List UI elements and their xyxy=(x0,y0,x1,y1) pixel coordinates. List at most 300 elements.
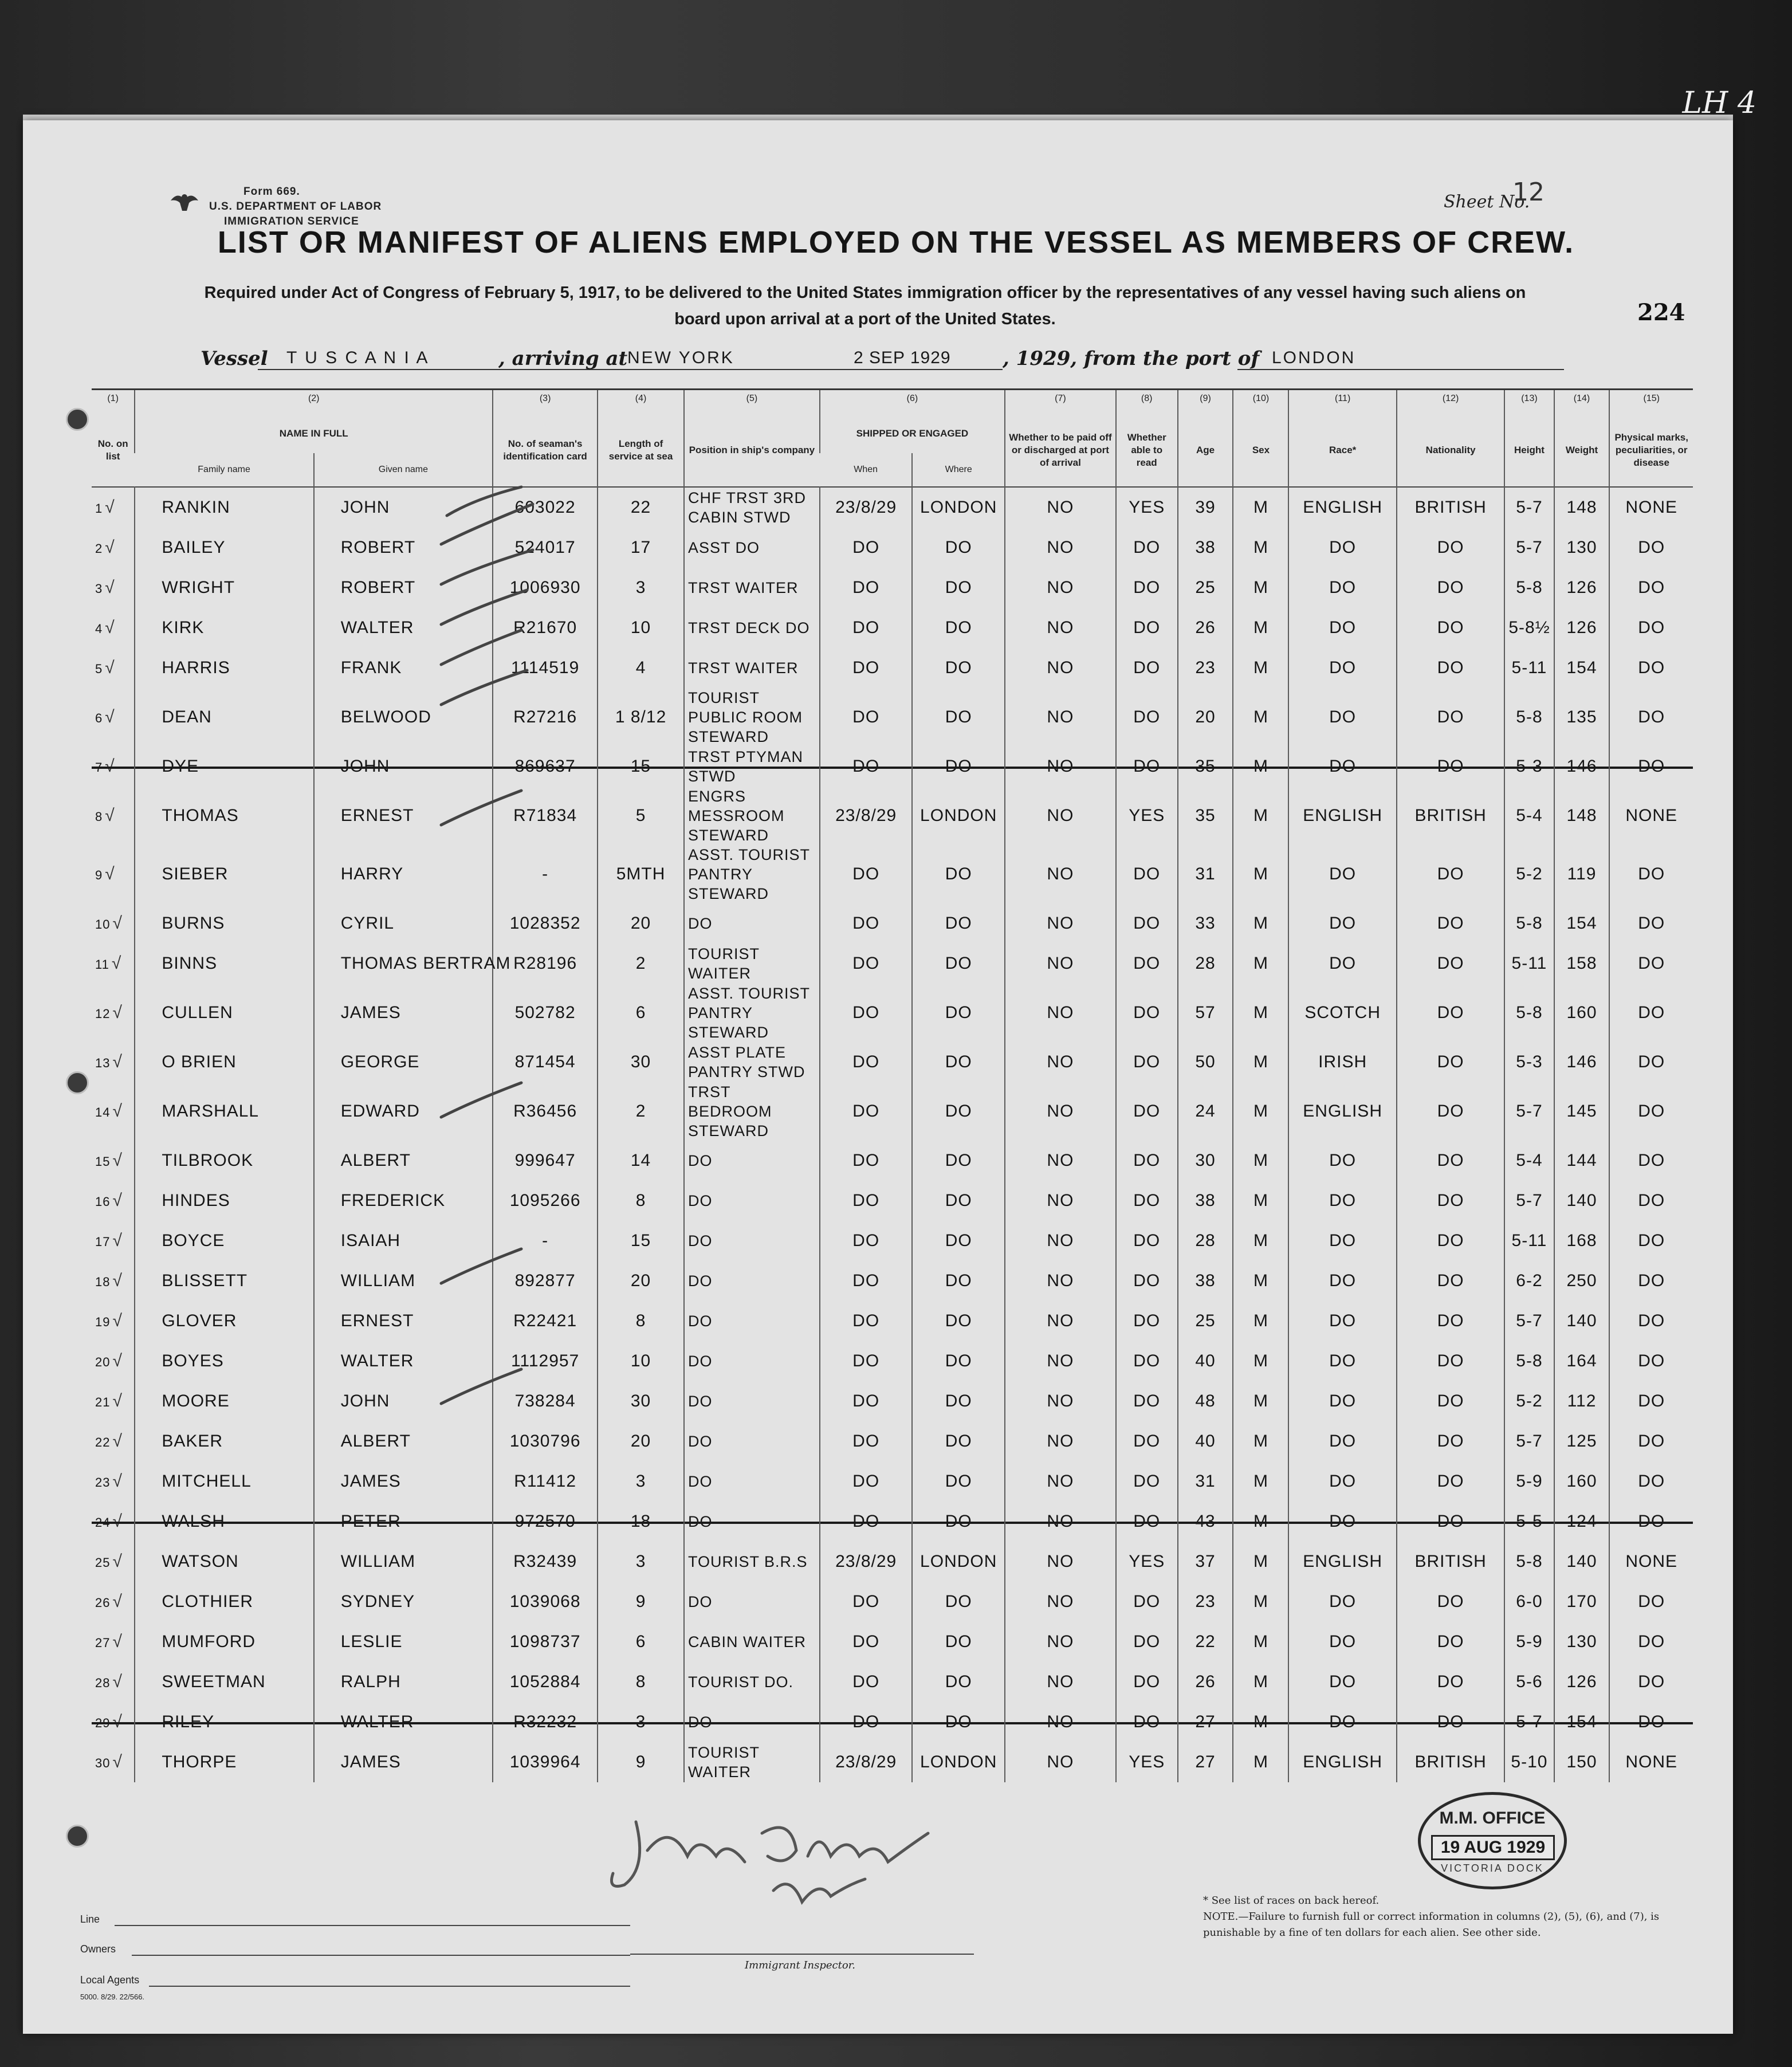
cell-row-number: 1 √ xyxy=(95,498,115,517)
cell-id-card-number: 972570 xyxy=(493,1502,598,1542)
cell-height: 5-8 xyxy=(1504,1341,1554,1381)
table-row xyxy=(92,1742,1693,1782)
cell-shipped-when: DO xyxy=(820,746,913,787)
cell-shipped-where: DO xyxy=(912,944,1005,984)
cell-row-number: 12 √ xyxy=(95,1003,123,1022)
col-no-on-list: No. on list xyxy=(97,438,128,462)
cell-height: 5-5 xyxy=(1504,1502,1554,1542)
cell-given-name: WILLIAM xyxy=(314,1542,493,1582)
cell-physical-marks: DO xyxy=(1609,1221,1693,1261)
cell-able-to-read: DO xyxy=(1116,1622,1178,1662)
cell-weight: 168 xyxy=(1554,1221,1610,1261)
cell-family-name: WALSH xyxy=(135,1502,313,1542)
cell-id-card-number: 502782 xyxy=(493,984,598,1042)
stamp-place: VICTORIA DOCK xyxy=(1441,1862,1544,1874)
cell-race: DO xyxy=(1288,1181,1396,1221)
cell-age: 35 xyxy=(1178,787,1233,845)
cell-shipped-where: DO xyxy=(912,1181,1005,1221)
cell-weight: 148 xyxy=(1554,487,1610,528)
table-row xyxy=(92,1341,1693,1381)
cell-row-number: 4 √ xyxy=(95,618,115,637)
table-row xyxy=(92,688,1693,746)
cell-id-card-number: 892877 xyxy=(493,1261,598,1301)
cell-service-length: 10 xyxy=(598,1341,684,1381)
check-mark-icon: √ xyxy=(105,708,115,726)
cell-shipped-where: DO xyxy=(912,1421,1005,1461)
table-row xyxy=(92,1542,1693,1582)
table-row xyxy=(92,1221,1693,1261)
cell-sex: M xyxy=(1233,1341,1288,1381)
cell-position: DO xyxy=(684,1702,820,1742)
table-row xyxy=(92,1141,1693,1181)
col-num: (8) xyxy=(1116,390,1178,415)
cell-service-length: 14 xyxy=(598,1141,684,1181)
cell-family-name: WRIGHT xyxy=(135,568,313,608)
cell-able-to-read: DO xyxy=(1116,648,1178,688)
cell-service-length: 20 xyxy=(598,1421,684,1461)
cell-physical-marks: DO xyxy=(1609,648,1693,688)
cell-position: TOURIST B.R.S xyxy=(684,1542,820,1582)
footnote-fine: NOTE.—Failure to furnish full or correct information in columns (2), (5), (6), and (7), is punishable by a fine of ten dollars for each alien. See other side. xyxy=(1203,1911,1660,1939)
cell-physical-marks: DO xyxy=(1609,1702,1693,1742)
cell-height: 5-4 xyxy=(1504,1141,1554,1181)
cell-shipped-where: LONDON xyxy=(912,1742,1005,1782)
cell-paid-off: NO xyxy=(1005,845,1116,903)
cell-paid-off: NO xyxy=(1005,487,1116,528)
cell-paid-off: NO xyxy=(1005,648,1116,688)
table-row xyxy=(92,1502,1693,1542)
cell-able-to-read: DO xyxy=(1116,1461,1178,1502)
cell-family-name: KIRK xyxy=(135,608,313,648)
cell-weight: 130 xyxy=(1554,528,1610,568)
cell-nationality: DO xyxy=(1397,1261,1504,1301)
cell-physical-marks: DO xyxy=(1609,1341,1693,1381)
cell-race: DO xyxy=(1288,528,1396,568)
cell-row-number: 26 √ xyxy=(95,1592,123,1611)
cell-shipped-where: DO xyxy=(912,1082,1005,1141)
cell-given-name: JAMES xyxy=(314,1742,493,1782)
col-weight: Weight xyxy=(1554,414,1610,487)
cell-race: DO xyxy=(1288,1341,1396,1381)
cell-paid-off: NO xyxy=(1005,1381,1116,1421)
cell-shipped-where: DO xyxy=(912,608,1005,648)
cell-family-name: MUMFORD xyxy=(135,1622,313,1662)
col-sex: Sex xyxy=(1233,414,1288,487)
cell-family-name: MARSHALL xyxy=(135,1082,313,1141)
cell-weight: 119 xyxy=(1554,845,1610,903)
cell-row-number: 7 √ xyxy=(92,746,135,787)
cell-service-length: 18 xyxy=(598,1502,684,1542)
col-id-card: No. of seaman's identification card xyxy=(493,414,598,487)
table-row xyxy=(92,944,1693,984)
col-able-read: Whether able to read xyxy=(1116,414,1178,487)
col-position: Position in ship's company xyxy=(684,414,820,487)
col-nationality: Nationality xyxy=(1397,414,1504,487)
cell-paid-off: NO xyxy=(1005,1622,1116,1662)
cell-race: ENGLISH xyxy=(1288,1082,1396,1141)
cell-row-number: 18 √ xyxy=(95,1271,123,1290)
punch-hole xyxy=(66,408,89,431)
crew-manifest-table xyxy=(92,388,1693,1782)
cell-race: ENGLISH xyxy=(1288,1542,1396,1582)
cell-nationality: DO xyxy=(1397,1341,1504,1381)
cell-paid-off: NO xyxy=(1005,1221,1116,1261)
cell-weight: 170 xyxy=(1554,1582,1610,1622)
cell-shipped-when: DO xyxy=(820,1082,913,1141)
cell-position: TOURIST PUBLIC ROOM STEWARD xyxy=(684,688,820,746)
cell-row-number: 8 √ xyxy=(95,806,115,825)
cell-row-number: 16 √ xyxy=(95,1191,123,1210)
cell-height: 5-11 xyxy=(1504,648,1554,688)
cell-id-card-number: - xyxy=(493,1221,598,1261)
cell-shipped-where: DO xyxy=(912,746,1005,787)
cell-race: DO xyxy=(1288,568,1396,608)
cell-shipped-when: DO xyxy=(820,1461,913,1502)
cell-height: 5-8 xyxy=(1504,984,1554,1042)
from-port: LONDON xyxy=(1272,348,1356,367)
cell-race: IRISH xyxy=(1288,1042,1396,1082)
cell-service-length: 15 xyxy=(598,1221,684,1261)
cell-id-card-number: R21670 xyxy=(493,608,598,648)
cell-able-to-read: DO xyxy=(1116,1221,1178,1261)
cell-age: 26 xyxy=(1178,1662,1233,1702)
cell-height: 5-3 xyxy=(1504,1042,1554,1082)
cell-service-length: 8 xyxy=(598,1181,684,1221)
cell-height: 6-0 xyxy=(1504,1582,1554,1622)
cell-family-name: CLOTHIER xyxy=(135,1582,313,1622)
cell-family-name: THORPE xyxy=(135,1742,313,1782)
cell-row-number: 2 √ xyxy=(95,538,115,557)
cell-paid-off: NO xyxy=(1005,568,1116,608)
cell-nationality: DO xyxy=(1397,1461,1504,1502)
cell-position: ASST. TOURIST PANTRY STEWARD xyxy=(684,845,820,903)
cell-position: TOURIST WAITER xyxy=(684,1742,820,1782)
cell-shipped-when: DO xyxy=(820,944,913,984)
col-num: (6) xyxy=(820,390,1005,415)
cell-physical-marks: DO xyxy=(1609,1421,1693,1461)
cell-shipped-where: DO xyxy=(912,1582,1005,1622)
cell-height: 5-10 xyxy=(1504,1742,1554,1782)
cell-shipped-when: DO xyxy=(820,1502,913,1542)
cell-able-to-read: DO xyxy=(1116,1082,1178,1141)
cell-position: TOURIST WAITER xyxy=(684,944,820,984)
check-mark-icon: √ xyxy=(105,757,115,776)
cell-able-to-read: DO xyxy=(1116,1702,1178,1742)
cell-weight: 160 xyxy=(1554,1461,1610,1502)
col-physical-marks: Physical marks, peculiarities, or disease xyxy=(1609,414,1693,487)
cell-physical-marks: DO xyxy=(1609,688,1693,746)
cell-race: DO xyxy=(1288,1702,1396,1742)
cell-service-length: 3 xyxy=(598,1702,684,1742)
cell-race: DO xyxy=(1288,1301,1396,1341)
cell-age: 35 xyxy=(1178,746,1233,787)
cell-family-name: RILEY xyxy=(135,1702,313,1742)
cell-height: 5-2 xyxy=(1504,845,1554,903)
cell-position: TRST BEDROOM STEWARD xyxy=(684,1082,820,1141)
cell-service-length: 3 xyxy=(598,1461,684,1502)
cell-sex: M xyxy=(1233,944,1288,984)
cell-row-number: 30 √ xyxy=(95,1752,123,1771)
cell-paid-off: NO xyxy=(1005,528,1116,568)
cell-given-name: FRANK xyxy=(314,648,493,688)
cell-race: ENGLISH xyxy=(1288,787,1396,845)
cell-weight: 126 xyxy=(1554,1662,1610,1702)
cell-row-number: 15 √ xyxy=(95,1151,123,1170)
cell-height: 5-8 xyxy=(1504,568,1554,608)
cell-age: 30 xyxy=(1178,1141,1233,1181)
cell-age: 40 xyxy=(1178,1421,1233,1461)
cell-id-card-number: R32439 xyxy=(493,1542,598,1582)
arriving-label: , arriving at xyxy=(498,347,628,370)
table-row xyxy=(92,1381,1693,1421)
cell-able-to-read: DO xyxy=(1116,1662,1178,1702)
table-row xyxy=(92,487,1693,528)
cell-weight: 164 xyxy=(1554,1341,1610,1381)
stamp-office: M.M. OFFICE xyxy=(1439,1809,1546,1828)
cell-height: 5-9 xyxy=(1504,1461,1554,1502)
cell-able-to-read: DO xyxy=(1116,1042,1178,1082)
cell-weight: 146 xyxy=(1554,746,1610,787)
cell-physical-marks: DO xyxy=(1609,1381,1693,1421)
col-num: (12) xyxy=(1397,390,1504,415)
cell-weight: 150 xyxy=(1554,1742,1610,1782)
cell-position: DO xyxy=(684,1181,820,1221)
cell-race: SCOTCH xyxy=(1288,984,1396,1042)
cell-shipped-where: DO xyxy=(912,984,1005,1042)
cell-weight: 140 xyxy=(1554,1301,1610,1341)
cell-age: 40 xyxy=(1178,1341,1233,1381)
cell-paid-off: NO xyxy=(1005,1461,1116,1502)
cell-sex: M xyxy=(1233,1502,1288,1542)
cell-paid-off: NO xyxy=(1005,1742,1116,1782)
column-number-row xyxy=(92,390,1693,415)
cell-paid-off: NO xyxy=(1005,1582,1116,1622)
cell-able-to-read: DO xyxy=(1116,1141,1178,1181)
col-name-in-full: NAME IN FULL xyxy=(135,414,493,453)
cell-nationality: DO xyxy=(1397,944,1504,984)
mm-office-stamp xyxy=(1418,1792,1567,1889)
check-mark-icon: √ xyxy=(105,618,115,637)
cell-physical-marks: DO xyxy=(1609,608,1693,648)
cell-weight: 154 xyxy=(1554,648,1610,688)
col-given-name: Given name xyxy=(314,453,493,487)
cell-position: DO xyxy=(684,1141,820,1181)
cell-service-length: 20 xyxy=(598,903,684,944)
cell-id-card-number: R28196 xyxy=(493,944,598,984)
cell-able-to-read: DO xyxy=(1116,1421,1178,1461)
cell-service-length: 9 xyxy=(598,1582,684,1622)
cell-paid-off: NO xyxy=(1005,746,1116,787)
cell-given-name: ALBERT xyxy=(314,1141,493,1181)
cell-nationality: DO xyxy=(1397,1582,1504,1622)
check-mark-icon: √ xyxy=(112,1592,123,1611)
cell-height: 5-3 xyxy=(1504,746,1554,787)
cell-service-length: 3 xyxy=(598,568,684,608)
cell-sex: M xyxy=(1233,1542,1288,1582)
cell-shipped-where: DO xyxy=(912,688,1005,746)
cell-service-length: 1 8/12 xyxy=(598,688,684,746)
cell-sex: M xyxy=(1233,1221,1288,1261)
cell-nationality: DO xyxy=(1397,1221,1504,1261)
cell-physical-marks: DO xyxy=(1609,1042,1693,1082)
cell-shipped-when: DO xyxy=(820,1141,913,1181)
cell-family-name: SWEETMAN xyxy=(135,1662,313,1702)
cell-race: DO xyxy=(1288,903,1396,944)
cell-age: 25 xyxy=(1178,1301,1233,1341)
port-rule xyxy=(619,369,1003,370)
cell-id-card-number: R27216 xyxy=(493,688,598,746)
cell-service-length: 10 xyxy=(598,608,684,648)
cell-given-name: JOHN xyxy=(314,746,493,787)
service-name: IMMIGRATION SERVICE xyxy=(224,215,359,227)
cell-family-name: BAILEY xyxy=(135,528,313,568)
cell-family-name: MOORE xyxy=(135,1381,313,1421)
cell-position: DO xyxy=(684,1261,820,1301)
footer-rule xyxy=(149,1986,630,1987)
page-title: LIST OR MANIFEST OF ALIENS EMPLOYED ON THE VESSEL AS MEMBERS OF CREW. xyxy=(217,225,1575,260)
cell-weight: 140 xyxy=(1554,1542,1610,1582)
check-mark-icon: √ xyxy=(112,1102,123,1121)
cell-row-number: 23 √ xyxy=(95,1472,123,1491)
cell-position: DO xyxy=(684,1341,820,1381)
cell-sex: M xyxy=(1233,1082,1288,1141)
cell-sex: M xyxy=(1233,787,1288,845)
cell-given-name: ERNEST xyxy=(314,1301,493,1341)
cell-row-number: 24 √ xyxy=(92,1502,135,1542)
table-row xyxy=(92,1662,1693,1702)
cell-service-length: 8 xyxy=(598,1301,684,1341)
cell-family-name: TILBROOK xyxy=(135,1141,313,1181)
cell-position: TRST WAITER xyxy=(684,568,820,608)
cell-given-name: HARRY xyxy=(314,845,493,903)
cell-height: 5-8 xyxy=(1504,903,1554,944)
col-height: Height xyxy=(1504,414,1554,487)
cell-height: 5-7 xyxy=(1504,1421,1554,1461)
cell-able-to-read: DO xyxy=(1116,688,1178,746)
cell-able-to-read: DO xyxy=(1116,608,1178,648)
cell-shipped-when: DO xyxy=(820,1181,913,1221)
cell-row-number: 14 √ xyxy=(95,1102,123,1121)
cell-paid-off: NO xyxy=(1005,608,1116,648)
cell-given-name: JAMES xyxy=(314,984,493,1042)
cell-service-length: 4 xyxy=(598,648,684,688)
cell-race: DO xyxy=(1288,845,1396,903)
col-num: (4) xyxy=(598,390,684,415)
cell-able-to-read: DO xyxy=(1116,984,1178,1042)
punch-hole xyxy=(66,1825,89,1848)
check-mark-icon: √ xyxy=(112,1003,123,1022)
cell-nationality: DO xyxy=(1397,568,1504,608)
cell-shipped-where: DO xyxy=(912,648,1005,688)
cell-family-name: BOYES xyxy=(135,1341,313,1381)
table-row xyxy=(92,608,1693,648)
footer-print-code: 5000. 8/29. 22/566. xyxy=(80,1993,145,2001)
column-header-row xyxy=(92,414,1693,453)
cell-height: 5-4 xyxy=(1504,787,1554,845)
cell-weight: 125 xyxy=(1554,1421,1610,1461)
cell-shipped-when: DO xyxy=(820,1381,913,1421)
cell-able-to-read: YES xyxy=(1116,787,1178,845)
year-label: , 1929, from the port of xyxy=(1003,347,1260,370)
cell-weight: 144 xyxy=(1554,1141,1610,1181)
cell-service-length: 17 xyxy=(598,528,684,568)
cell-weight: 160 xyxy=(1554,984,1610,1042)
cell-service-length: 6 xyxy=(598,1622,684,1662)
cell-id-card-number: R71834 xyxy=(493,787,598,845)
cell-given-name: ERNEST xyxy=(314,787,493,845)
cell-age: 48 xyxy=(1178,1381,1233,1421)
check-mark-icon: √ xyxy=(112,1231,123,1250)
cell-sex: M xyxy=(1233,568,1288,608)
footer-line-label: Line xyxy=(80,1913,100,1925)
cell-position: TOURIST DO. xyxy=(684,1662,820,1702)
cell-service-length: 5MTH xyxy=(598,845,684,903)
cell-weight: 145 xyxy=(1554,1082,1610,1141)
cell-shipped-when: DO xyxy=(820,1042,913,1082)
cell-row-number: 13 √ xyxy=(95,1052,123,1071)
cell-able-to-read: YES xyxy=(1116,1542,1178,1582)
cell-able-to-read: DO xyxy=(1116,903,1178,944)
cell-id-card-number: 524017 xyxy=(493,528,598,568)
cell-position: TRST WAITER xyxy=(684,648,820,688)
cell-paid-off: NO xyxy=(1005,1421,1116,1461)
check-mark-icon: √ xyxy=(112,1632,123,1651)
cell-shipped-when: DO xyxy=(820,1662,913,1702)
cell-shipped-when: DO xyxy=(820,1702,913,1742)
punch-hole xyxy=(66,1071,89,1094)
cell-paid-off: NO xyxy=(1005,1542,1116,1582)
cell-nationality: DO xyxy=(1397,1301,1504,1341)
cell-race: DO xyxy=(1288,1461,1396,1502)
check-mark-icon: √ xyxy=(112,1351,123,1370)
cell-paid-off: NO xyxy=(1005,1502,1116,1542)
cell-age: 26 xyxy=(1178,608,1233,648)
cell-race: DO xyxy=(1288,1421,1396,1461)
cell-given-name: WALTER xyxy=(314,1702,493,1742)
cell-shipped-where: DO xyxy=(912,1622,1005,1662)
cell-physical-marks: NONE xyxy=(1609,487,1693,528)
cell-sex: M xyxy=(1233,1181,1288,1221)
cell-position: DO xyxy=(684,1301,820,1341)
department-name: U.S. DEPARTMENT OF LABOR xyxy=(209,201,382,213)
cell-given-name: PETER xyxy=(314,1502,493,1542)
check-mark-icon: √ xyxy=(105,498,115,517)
cell-nationality: DO xyxy=(1397,1042,1504,1082)
cell-position: ASST. TOURIST PANTRY STEWARD xyxy=(684,984,820,1042)
col-num: (7) xyxy=(1005,390,1116,415)
check-mark-icon: √ xyxy=(105,864,115,883)
vessel-label: Vessel xyxy=(201,347,268,370)
cell-given-name: THOMAS BERTRAM xyxy=(314,944,493,984)
cell-physical-marks: NONE xyxy=(1609,1742,1693,1782)
cell-id-card-number: 1112957 xyxy=(493,1341,598,1381)
from-port-rule xyxy=(1237,369,1564,370)
check-mark-icon: √ xyxy=(112,1311,123,1330)
cell-nationality: DO xyxy=(1397,608,1504,648)
cell-paid-off: NO xyxy=(1005,1082,1116,1141)
cell-shipped-where: DO xyxy=(912,1042,1005,1082)
cell-height: 5-11 xyxy=(1504,944,1554,984)
cell-given-name: JOHN xyxy=(314,487,493,528)
cell-nationality: DO xyxy=(1397,984,1504,1042)
cell-able-to-read: DO xyxy=(1116,845,1178,903)
cell-age: 57 xyxy=(1178,984,1233,1042)
check-mark-icon: √ xyxy=(112,1512,123,1531)
cell-weight: 130 xyxy=(1554,1622,1610,1662)
eagle-seal-icon xyxy=(167,189,202,215)
cell-able-to-read: DO xyxy=(1116,1582,1178,1622)
cell-able-to-read: DO xyxy=(1116,1181,1178,1221)
